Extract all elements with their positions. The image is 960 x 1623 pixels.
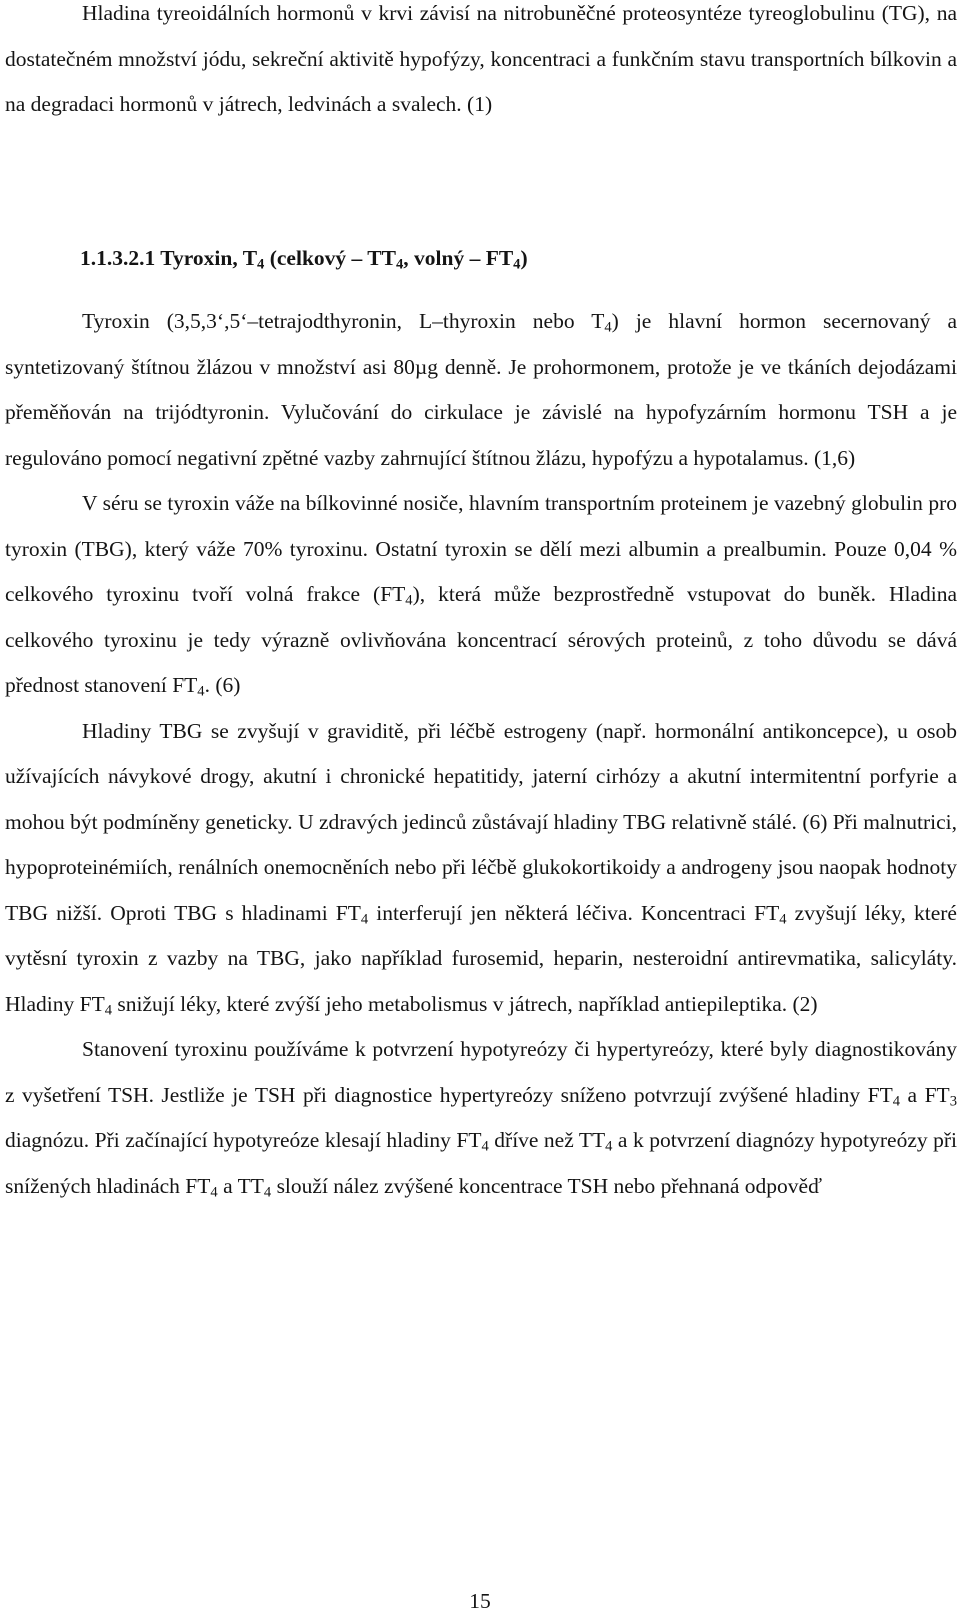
paragraph-3-subscript-2: 4 xyxy=(779,911,787,928)
paragraph-4-subscript-1: 4 xyxy=(892,1093,901,1110)
heading-text-2: (celkový – TT xyxy=(264,246,396,270)
text-block-intro xyxy=(5,0,957,128)
paragraph-1-text-1: Tyroxin (3,5,3‘,5‘–tetrajodthyronin, L–thyroxin nebo T xyxy=(82,309,605,333)
paragraph-4-text-6: a TT xyxy=(217,1173,264,1198)
paragraph-4-subscript-5: 4 xyxy=(210,1184,218,1201)
paragraph-4-text-7: slouží nález zvýšené koncentrace TSH nebo přehnaná odpověď xyxy=(271,1173,822,1198)
paragraph-1-subscript-1: 4 xyxy=(604,319,612,336)
paragraph-3-text-4: snižují léky, které zvýší jeho metabolismus v játrech, například antiepileptika. (2) xyxy=(112,991,818,1016)
page-number: 15 xyxy=(469,1589,491,1613)
heading-text-4: ) xyxy=(520,246,528,270)
heading-subscript-2: 4 xyxy=(395,256,404,273)
paragraph-tbg-levels xyxy=(5,709,957,1028)
paragraph-4-text-1: Stanovení tyroxinu používáme k potvrzení hypotyreózy či hypertyreózy, které byly diagnostikovány z vyšetření TSH. Jestliže je TSH při diagnostice hypertyreózy sníženo potvrzují zvýšené hladiny FT xyxy=(5,1037,957,1107)
section-number: 1.1.3.2.1 xyxy=(80,246,156,270)
section-heading xyxy=(80,238,528,278)
paragraph-3-text-1: Hladiny TBG se zvyšují v graviditě, při léčbě estrogeny (např. hormonální antikoncepce), u osob užívajících návykové drogy, akutní i chronické hepatitidy, jaterní cirhózy a akutní intermitentní porfyrie a mohou být podmíněny geneticky. U zdravých jedinců zůstávají hladiny TBG relativně stálé. (6) Při malnutrici, hypoproteinémiích, renálních onemocněních nebo při léčbě glukokortikoidy a androgeny jsou naopak hodnoty TBG nižší. Oproti TBG s hladinami FT xyxy=(5,718,957,925)
paragraph-tyroxin-definition xyxy=(5,299,957,481)
paragraph-4-subscript-2: 3 xyxy=(949,1093,957,1110)
paragraph-2-subscript-1: 4 xyxy=(405,592,413,609)
paragraph-4-subscript-3: 4 xyxy=(481,1138,489,1155)
paragraph-3-text-3: zvyšují léky, které vytěsní tyroxin z vazby na TBG, jako například furosemid, heparin, nesteroidní antirevmatika, salicyláty. Hladiny FT xyxy=(5,900,957,1016)
paragraph-2-text-1: V séru se tyroxin váže na bílkovinné nosiče, hlavním transportním proteinem je vazebný globulin pro tyroxin (TBG), který váže 70% tyroxinu. Ostatní tyroxin se dělí mezi albumin a prealbumin. Pouze 0,04 % celkového tyroxinu tvoří volná frakce (FT xyxy=(5,491,957,606)
heading-text-3: , volný – FT xyxy=(403,246,514,270)
text-block-main xyxy=(5,299,957,1209)
paragraph-4-text-3: diagnózu. Při začínající hypotyreóze klesají hladiny FT xyxy=(5,1128,482,1152)
paragraph-4-text-4: dříve než TT xyxy=(488,1128,606,1152)
paragraph-2-text-3: . (6) xyxy=(204,673,241,697)
paragraph-4-text-2: a FT xyxy=(900,1082,950,1107)
paragraph-diagnostics xyxy=(5,1027,957,1209)
paragraph-4-subscript-4: 4 xyxy=(605,1138,613,1155)
paragraph-3-subscript-1: 4 xyxy=(360,911,369,928)
paragraph-2-subscript-2: 4 xyxy=(197,683,205,700)
paragraph-4-text-5: a k potvrzení diagnózy hypotyreózy při snížených hladinách FT xyxy=(5,1128,957,1198)
intro-paragraph: Hladina tyreoidálních hormonů v krvi závisí na nitrobuněčné proteosyntéze tyreoglobulinu (TG), na dostatečném množství jódu, sekreční aktivitě hypofýzy, koncentraci a funkčním stavu transportních bílkovin a na degradaci hormonů v játrech, ledvinách a svalech. (1) xyxy=(5,1,957,116)
paragraph-2-text-2: ), která může bezprostředně vstupovat do buněk. Hladina celkového tyroxinu je tedy výrazně ovlivňována koncentrací sérových proteinů, z toho důvodu se dává přednost stanovení FT xyxy=(5,582,957,697)
paragraph-3-subscript-3: 4 xyxy=(104,1002,113,1019)
heading-subscript-3: 4 xyxy=(513,256,521,273)
paragraph-3-text-2: interferují jen některá léčiva. Koncentraci FT xyxy=(368,900,780,925)
paragraph-1-text-2: ) je hlavní hormon secernovaný a syntetizovaný štítnou žlázou v množství asi 80µg denně. Je prohormonem, protože je ve tkáních dejodázami přeměňován na trijódtyronin. Vylučování do cirkulace je závislé na hypofyzárním hormonu TSH a je regulováno pomocí negativní zpětné vazby zahrnující štítnou žlázu, hypofýzu a hypotalamus. (1,6) xyxy=(5,309,957,470)
heading-text-1: Tyroxin, T xyxy=(160,246,258,270)
paragraph-4-subscript-6: 4 xyxy=(263,1184,272,1201)
paragraph-transport xyxy=(5,481,957,709)
heading-subscript-1: 4 xyxy=(257,256,265,273)
